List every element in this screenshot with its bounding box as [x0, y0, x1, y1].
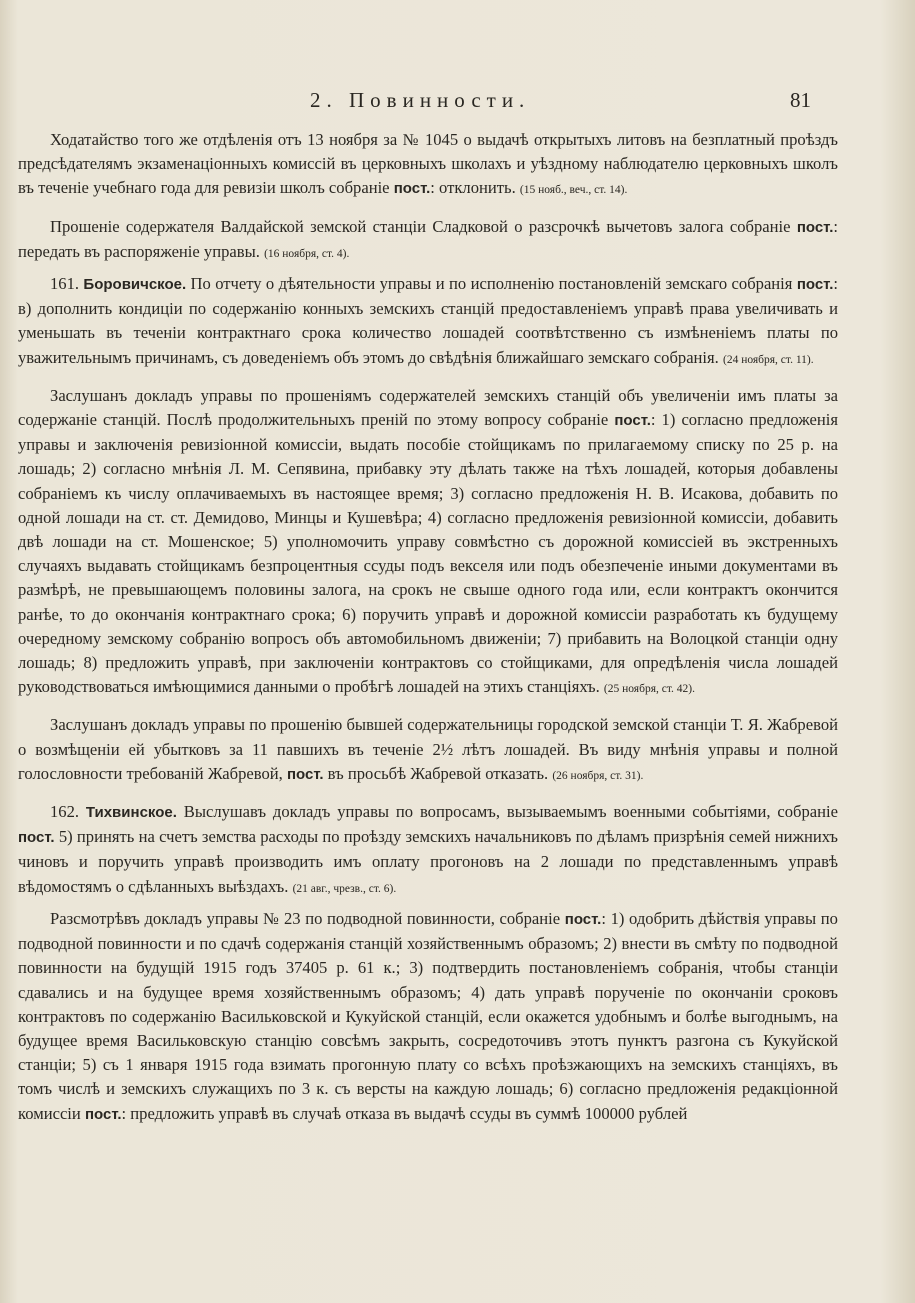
- page-header: [0, 88, 915, 118]
- paragraph: Ходатайство того же отдѣленія отъ 13 ноября за № 1045 о выдачѣ открытыхъ литовъ на безплатный проѣздъ предсѣдателямъ экзаменаціонныхъ комиссій въ церковныхъ школахъ и уѣздному наблюдателю церковныхъ школъ въ теченіе учебнаго года для ревизіи школъ собраніе пост.: отклонить. (15 нояб., веч., ст. 14).: [18, 130, 838, 198]
- paragraph: 161. Боровичское. По отчету о дѣятельности управы и по исполненію постановленій земскаго собранія пост.: в) дополнить кондиціи по содержанію конныхъ земскихъ станцій предоставленіемъ управѣ права увеличивать и уменьшать въ теченіи контрактнаго срока количество лошадей соотвѣтственно съ измѣненіемъ платы по уважительнымъ причинамъ, съ доведеніемъ объ этомъ до свѣдѣнія ближайшаго земскаго собранія. (24 ноября, ст. 11).: [18, 274, 838, 367]
- district-heading: Тихвинское.: [85, 804, 177, 822]
- citation: (24 ноября, ст. 11).: [722, 353, 814, 366]
- citation: (25 ноября, ст. 42).: [603, 683, 695, 696]
- paragraph: Прошеніе содержателя Валдайской земской станціи Сладковой о разсрочкѣ вычетовъ залога собраніе пост.: передать въ распоряженіе управы. (16 ноября, ст. 4).: [18, 216, 838, 261]
- entry-number: 161.: [50, 274, 80, 294]
- citation: (26 ноября, ст. 31).: [552, 769, 644, 782]
- citation: (16 ноября, ст. 4).: [264, 247, 350, 260]
- paragraph: 162. Тихвинское. Выслушавъ докладъ управы по вопросамъ, вызываемымъ военными событіями, собраніе пост. 5) принять на счетъ земства расходы по проѣзду земскихъ начальниковъ по дѣламъ призрѣнія семей нижнихъ чиновъ и поручить управѣ производить имъ оплату прогоновъ на 2 лошади по представленнымъ управѣ вѣдомостямъ о сдѣланныхъ выѣздахъ. (21 авг., чрезв., ст. 6).: [18, 802, 838, 896]
- page-number: 81: [790, 88, 811, 112]
- section-title: 2. Повинности.: [310, 88, 531, 112]
- citation: (21 авг., чрезв., ст. 6).: [292, 882, 397, 895]
- citation: (15 нояб., веч., ст. 14).: [519, 184, 628, 197]
- paragraph: Заслушанъ докладъ управы по прошенію бывшей содержательницы городской земской станціи Т. Я. Жабревой о возмѣщеніи ей убытковъ за 11 павшихъ въ теченіе 2½ лѣтъ лошадей. Въ виду мнѣнія управы и полной голословности требованій Жабревой, пост. въ просьбѣ Жабревой отказать. (26 ноября, ст. 31).: [18, 715, 838, 783]
- district-heading: Боровичское.: [83, 276, 187, 294]
- paragraph: Заслушанъ докладъ управы по прошеніямъ содержателей земскихъ станцій объ увеличеніи имъ платы за содержаніе станцій. Послѣ продолжительныхъ преній по этому вопросу собраніе пост.: 1) согласно предложенія управы и заключенія ревизіонной комиссіи, выдать пособіе стойщикамъ по прилагаемому списку по 25 р. на лошадь; 2) согласно мнѣнія Л. М. Сепявина, прибавку эту дѣлать также на тѣхъ лошадей, которыя добавлены собраніемъ къ числу оплачиваемыхъ въ настоящее время; 3) согласно предложенія Н. В. Исакова, добавить по одной лошади на ст. ст. Демидово, Минцы и Кушевѣра; 4) согласно предложенія ревизіонной комиссіи, добавить двѣ лошади на ст. Мошенское; 5) уполномочить управу совмѣстно съ дорожной комиссіей въ экстренныхъ случаяхъ выдавать стойщикамъ безпроцентныя ссуды подъ векселя или подъ обезпеченіе иными документами въ размѣрѣ, не превышающемъ половины залога, на срокъ не свыше одного года или, если контрактъ окончится ранѣе, то до окончанія контрактнаго срока; 6) поручить управѣ и дорожной комиссіи разработать къ будущему очередному земскому собранію вопросъ объ автомобильномъ движеніи; 7) прибавить на Волоцкой станціи одну лошадь; 8) предложить управѣ, при заключеніи контрактовъ со стойщиками, для опредѣленія числа лошадей руководствоваться имѣющимися данными о пробѣгѣ лошадей на этихъ станціяхъ. (25 ноября, ст. 42).: [18, 385, 838, 697]
- paragraph: Разсмотрѣвъ докладъ управы № 23 по подводной повинности, собраніе пост.: 1) одобрить дѣйствія управы по подводной повинности и по сдачѣ содержанія станцій хозяйственнымъ образомъ; 2) внести въ смѣту по подводной повинности на будущій 1915 годъ 37405 р. 61 к.; 3) подтвердить постановленіемъ собранія, чтобы станціи сдавались и на будущее время хозяйственнымъ образомъ; 4) дать управѣ порученіе по окончаніи сроковъ контрактовъ по содержанію Васильковской и Кукуйской станцій, если окажется удобнымъ и болѣе выгоднымъ, на будущее время Васильковскую станцію совсѣмъ закрыть, сосредоточивъ этотъ пунктъ разгона съ Кукуйской станціи; 5) съ 1 января 1915 года взимать прогонную плату со всѣхъ проѣзжающихъ на земскихъ станціяхъ, въ томъ числѣ и земскихъ служащихъ по 3 к. съ версты на каждую лошадь; 6) согласно предложенія редакціонной комиссіи пост.: предложить управѣ въ случаѣ отказа въ выдачѣ ссуды въ суммѣ 100000 рублей: [18, 908, 838, 1123]
- entry-number: 162.: [50, 802, 80, 822]
- body-text: [18, 128, 838, 1127]
